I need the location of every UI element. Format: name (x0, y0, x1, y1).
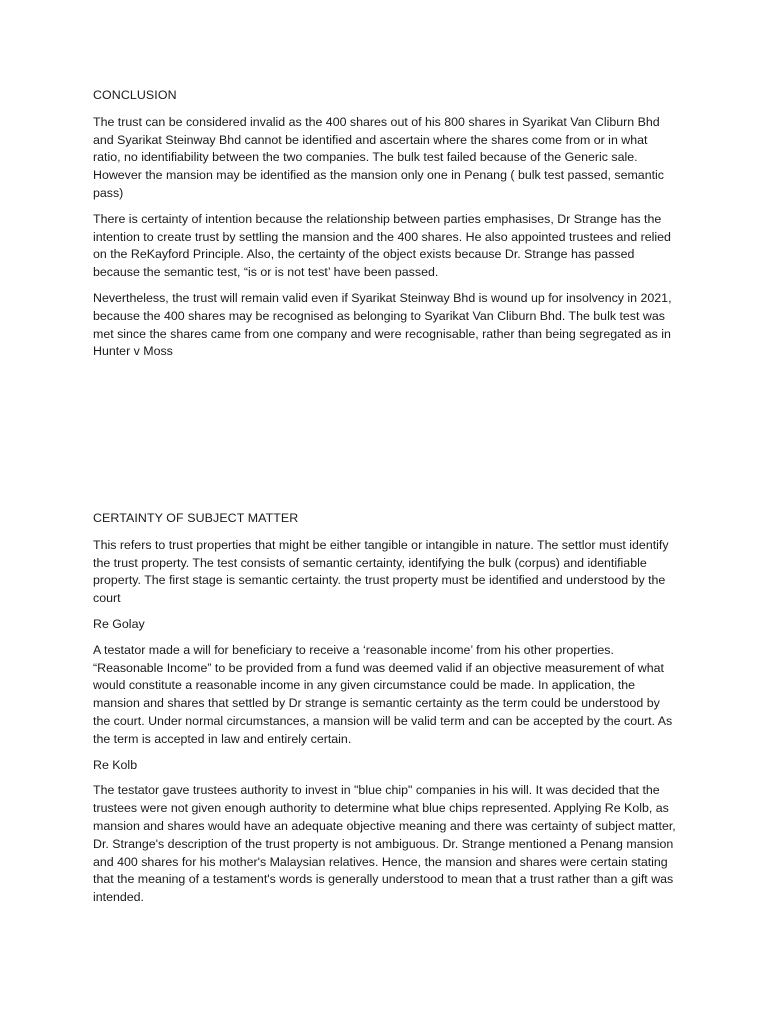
case-title-re-golay: Re Golay (93, 616, 145, 631)
case-title-re-kolb: Re Kolb (93, 757, 138, 772)
subject-matter-intro: This refers to trust properties that might be either tangible or intangible in nature. The settlor must identify the trust property. The test consists of semantic certainty, identifying the bulk (corpus) and identifiable property. The first stage is semantic certainty. the trust property must be identified and understood by the court (93, 537, 669, 606)
conclusion-heading: CONCLUSION (93, 88, 177, 102)
case-text-re-golay: A testator made a will for beneficiary to receive a ‘reasonable income’ from his other properties. “Reasonable Income” to be provided from a fund was deemed valid if an objective measurement of what would constitute a reasonable income in any given circumstance could be made. In application, the mansion and shares that settled by Dr strange is semantic certainty as the term could be understood by the court. Under normal circumstances, a mansion will be valid term and can be accepted by the court. As the term is accepted in law and entirely certain. (93, 642, 673, 746)
conclusion-paragraph-2: There is certainty of intention because the relationship between parties emphasises, Dr Strange has the intention to create trust by settling the mansion and the 400 shares. He also appointed trustees and relied on the ReKayford Principle. Also, the certainty of the object exists because Dr. Strange has passed because the semantic test, “is or is not test’ have been passed. (93, 211, 671, 280)
subject-matter-section (93, 510, 678, 915)
conclusion-paragraph-3: Nevertheless, the trust will remain valid even if Syarikat Steinway Bhd is wound up for insolvency in 2021, because the 400 shares may be recognised as belonging to Syarikat Van Cliburn Bhd. The bulk test was met since the shares came from one company and were recognisable, rather than being segregated as in Hunter v Moss (93, 290, 672, 359)
subject-matter-heading: CERTAINTY OF SUBJECT MATTER (93, 511, 299, 525)
conclusion-section (93, 87, 678, 369)
case-text-re-kolb: The testator gave trustees authority to invest in "blue chip" companies in his will. It was decided that the trustees were not given enough authority to determine what blue chips represented. Applying Re Kolb, as mansion and shares would have an adequate objective meaning and there was certainty of subject matter, Dr. Strange's description of the trust property is not ambiguous. Dr. Strange mentioned a Penang mansion and 400 shares for his mother's Malaysian relatives. Hence, the mansion and shares were certain stating that the meaning of a testament's words is generally understood to mean that a trust rather than a gift was intended. (93, 783, 676, 905)
conclusion-paragraph-1: The trust can be considered invalid as the 400 shares out of his 800 shares in Syarikat Van Cliburn Bhd and Syarikat Steinway Bhd cannot be identified and ascertain where the shares come from or in what ratio, no identifiability between the two companies. The bulk test failed because of the Generic sale. However the mansion may be identified as the mansion only one in Penang ( bulk test passed, semantic pass) (93, 114, 664, 200)
